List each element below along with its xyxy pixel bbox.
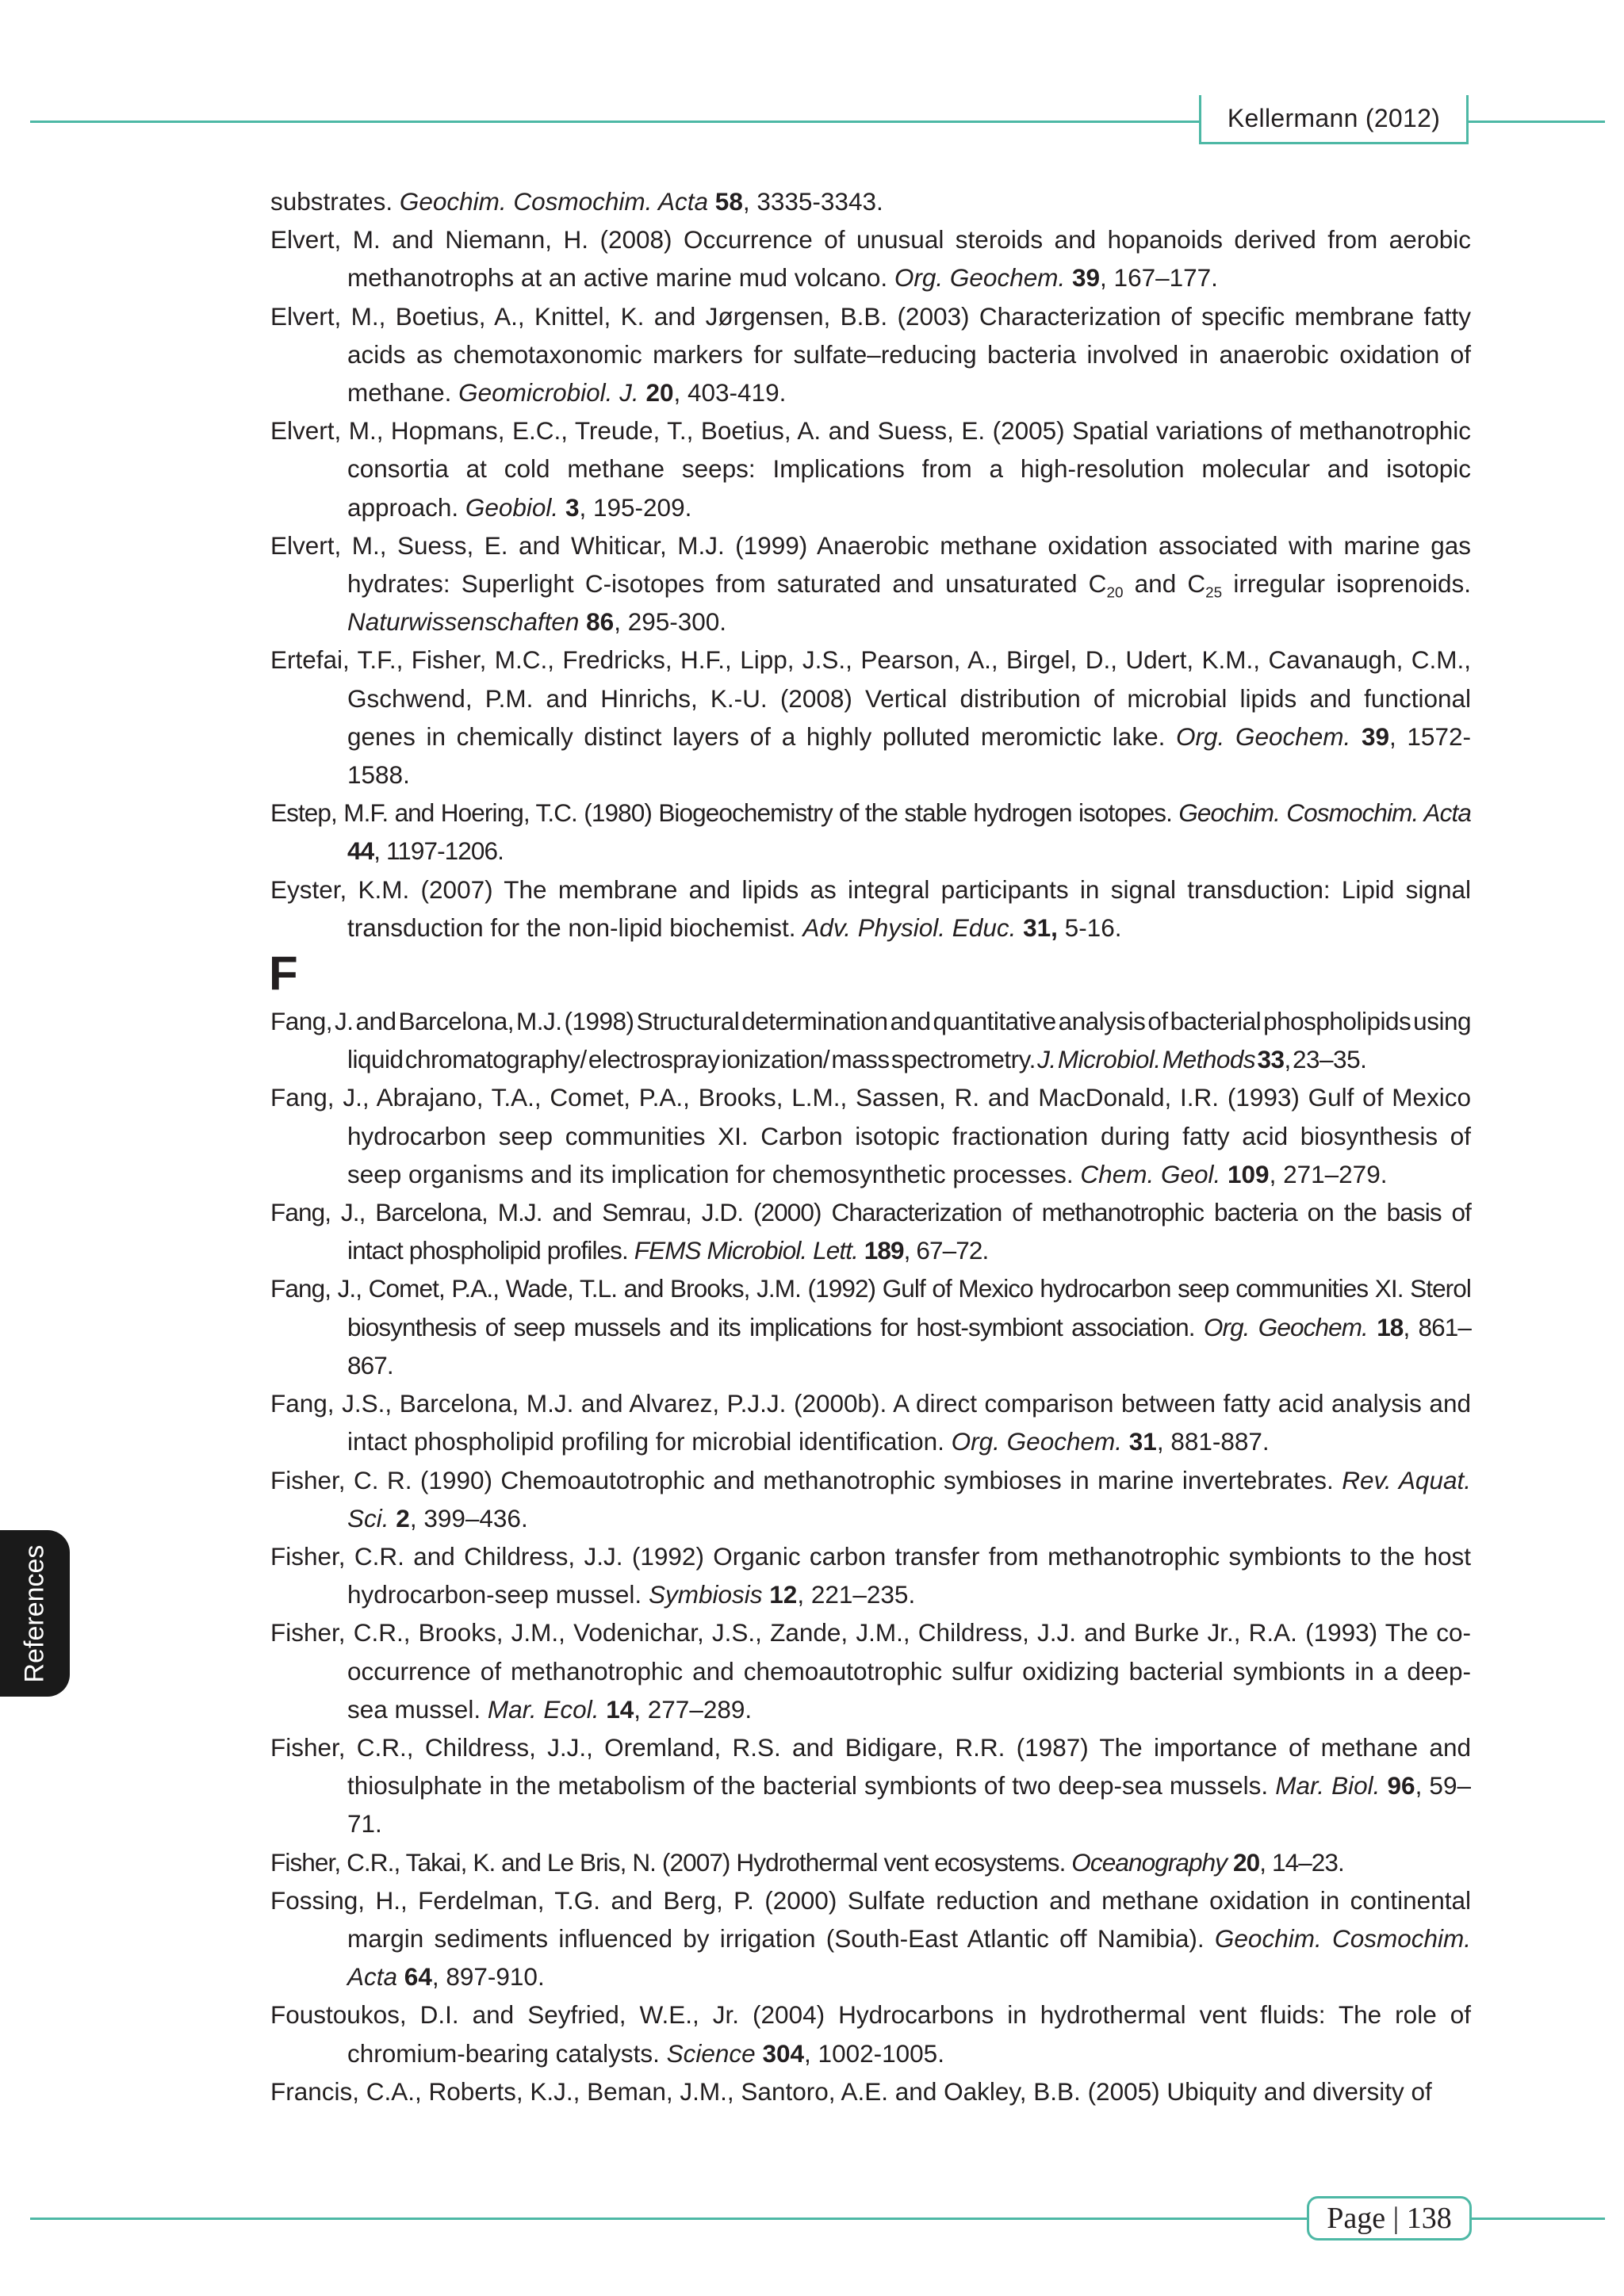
reference-entry: Fang, J., Abrajano, T.A., Comet, P.A., Brooks, L.M., Sassen, R. and MacDonald, I.R. (1993) Gulf of Mexico hydrocarbon seep communities XI. Carbon isotopic fractionation during fatty acid biosynthesis of seep organisms and its implication for chemosynthetic processes. Chem. Geol. 109, 271–279. <box>270 1083 1471 1188</box>
reference-entry: Fisher, C.R., Takai, K. and Le Bris, N. (2007) Hydrothermal vent ecosystems. Oceanography 20, 14–23. <box>270 1847 1344 1877</box>
footer-rule-left <box>30 2218 1307 2220</box>
reference-entry: Fossing, H., Ferdelman, T.G. and Berg, P. (2000) Sulfate reduction and methane oxidation in continental margin sediments influenced by irrigation (South-East Atlantic off Namibia). Geochim. Cosmochim. Acta 64, 897-910. <box>270 1885 1471 1992</box>
reference-entry: Fang, J., Comet, P.A., Wade, T.L. and Brooks, J.M. (1992) Gulf of Mexico hydrocarbon seep communities XI. Sterol biosynthesis of seep mussels and its implications for host-symbiont association. Org. Geochem. 18, 861–867. <box>270 1274 1472 1380</box>
footer-rule-right <box>1472 2218 1605 2220</box>
reference-entry: Fang, J.S., Barcelona, M.J. and Alvarez, P.J.J. (2000b). A direct comparison between fatty acid analysis and intact phospholipid profiling for microbial identification. Org. Geochem. 31, 881-887. <box>270 1389 1471 1456</box>
side-tab[interactable] <box>0 1530 70 1697</box>
running-header <box>1199 95 1469 144</box>
reference-entry: Elvert, M., Hopmans, E.C., Treude, T., Boetius, A. and Suess, E. (2005) Spatial variations of methanotrophic consortia at cold methane seeps: Implications from a high-resolution molecular and isotopic approach. Geobiol. 3, 195-209. <box>270 416 1471 522</box>
reference-entry: Fisher, C.R. and Childress, J.J. (1992) Organic carbon transfer from methanotrophic symbionts to the host hydrocarbon-seep mussel. Symbiosis 12, 221–235. <box>270 1541 1471 1609</box>
reference-group-f <box>270 1002 1471 2110</box>
reference-list <box>270 182 1471 2110</box>
header-rule-left <box>30 121 1201 123</box>
running-header-title: Kellermann (2012) <box>1227 104 1441 132</box>
page-number: Page | 138 <box>1327 2202 1452 2235</box>
reference-entry: Elvert, M., Suess, E. and Whiticar, M.J. (1999) Anaerobic methane oxidation associated with marine gas hydrates: Superlight C-isotopes from saturated and unsaturated $C_{20}$ and $C_{25}$ irregular isoprenoids. Naturwissenschaften 86, 295-300. <box>270 530 1471 637</box>
reference-entry: Elvert, M. and Niemann, H. (2008) Occurrence of unusual steroids and hopanoids derived from aerobic methanotrophs at an active marine mud volcano. Org. Geochem. 39, 167–177. <box>270 225 1471 293</box>
reference-entry: Ertefai, T.F., Fisher, M.C., Fredricks, H.F., Lipp, J.S., Pearson, A., Birgel, D., Udert, K.M., Cavanaugh, C.M., Gschwend, P.M. and Hinrichs, K.-U. (2008) Vertical distribution of microbial lipids and functional genes in chemically distinct layers of a highly polluted meromictic lake. Org. Geochem. 39, 1572-1588. <box>270 645 1471 790</box>
reference-entry: Fisher, C.R., Brooks, J.M., Vodenichar, J.S., Zande, J.M., Childress, J.J. and Burke Jr., R.A. (1993) The co-occurrence of methanotrophic and chemoautotrophic sulfur oxidizing bacterial symbionts in a deep-sea mussel. Mar. Ecol. 14, 277–289. <box>270 1618 1471 1724</box>
reference-entry: Fisher, C.R., Childress, J.J., Oremland, R.S. and Bidigare, R.R. (1987) The importance of methane and thiosulphate in the metabolism of the bacterial symbionts of two deep-sea mussels. Mar. Biol. 96, 59–71. <box>270 1732 1471 1839</box>
reference-group-e <box>270 182 1471 947</box>
reference-entry: Elvert, M., Boetius, A., Knittel, K. and Jørgensen, B.B. (2003) Characterization of specific membrane fatty acids as chemotaxonomic markers for sulfate–reducing bacteria involved in anaerobic oxidation of methane. Geomicrobiol. J. 20, 403-419. <box>270 301 1471 408</box>
page-number-box <box>1307 2196 1472 2241</box>
reference-entry: Francis, C.A., Roberts, K.J., Beman, J.M., Santoro, A.E. and Oakley, B.B. (2005) Ubiquity and diversity of <box>270 2076 1432 2106</box>
reference-entry: Fang, J. and Barcelona, M.J. (1998) Structural determination and quantitative analysis of bacterial phospholipids using liquid chromatography/ electrospray ionization/ mass spectrometry. J. Microbiol. Methods 33, 23–35. <box>270 1007 1471 1074</box>
header-rule-right <box>1469 121 1605 123</box>
reference-entry: Eyster, K.M. (2007) The membrane and lipids as integral participants in signal transduction: Lipid signal transduction for the non-lipid biochemist. Adv. Physiol. Educ. 31, 5-16. <box>270 874 1471 942</box>
side-tab-label: References <box>19 1544 50 1682</box>
reference-entry: Foustoukos, D.I. and Seyfried, W.E., Jr. (2004) Hydrocarbons in hydrothermal vent fluids: The role of chromium-bearing catalysts. Science 304, 1002-1005. <box>270 2000 1471 2068</box>
reference-entry: substrates. Geochim. Cosmochim. Acta 58, 3335-3343. <box>270 187 883 216</box>
reference-entry: Estep, M.F. and Hoering, T.C. (1980) Biogeochemistry of the stable hydrogen isotopes. Geochim. Cosmochim. Acta 44, 1197-1206. <box>270 798 1471 866</box>
reference-entry: Fang, J., Barcelona, M.J. and Semrau, J.D. (2000) Characterization of methanotrophic bacteria on the basis of intact phospholipid profiles. FEMS Microbiol. Lett. 189, 67–72. <box>270 1198 1471 1265</box>
section-heading: F <box>269 947 298 1001</box>
reference-entry: Fisher, C. R. (1990) Chemoautotrophic and methanotrophic symbioses in marine invertebrates. Rev. Aquat. Sci. 2, 399–436. <box>270 1465 1471 1533</box>
